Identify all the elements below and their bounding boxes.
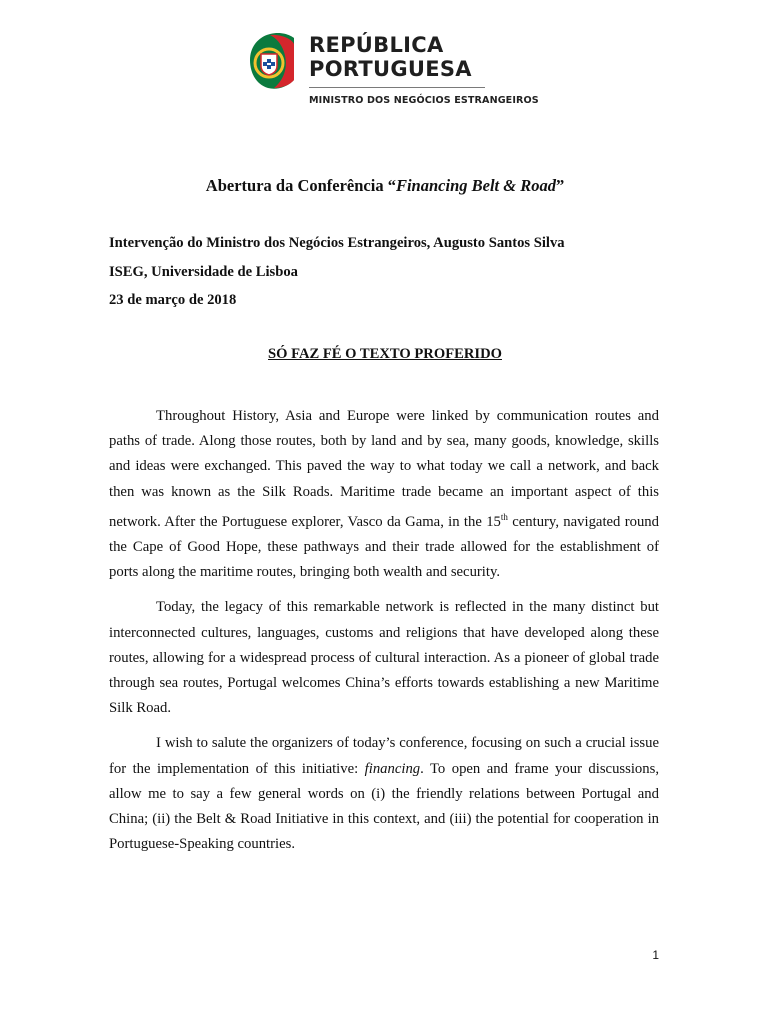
brand-line-portuguesa: PORTUGUESA bbox=[309, 57, 472, 81]
speaker-line: Intervenção do Ministro dos Negócios Estrangeiros, Augusto Santos Silva bbox=[109, 235, 565, 251]
title-suffix: ” bbox=[555, 176, 565, 195]
ministry-name: MINISTRO DOS NEGÓCIOS ESTRANGEIROS bbox=[309, 95, 539, 106]
speech-body bbox=[109, 404, 659, 867]
paragraph-3-part-b: . To open and frame your discussions, allow me to say a few general words on (i) the friendly relations between Portugal and China; (ii) the Belt & Road Initiative in this context, and (iii) the potential for cooperation in Portuguese-Speaking countries. bbox=[109, 760, 659, 853]
paragraph-3-part-a: I wish to salute the organizers of today’s conference, focusing on such a crucial issue for the implementation of this initiative: bbox=[109, 735, 659, 777]
venue-line: ISEG, Universidade de Lisboa bbox=[109, 264, 298, 280]
portuguese-coat-of-arms-icon bbox=[246, 30, 296, 92]
paragraph-3-emphasis: financing bbox=[364, 760, 421, 777]
document-title bbox=[0, 176, 770, 196]
title-conference-name: Financing Belt & Road bbox=[395, 176, 556, 195]
paragraph-1-part-a: Throughout History, Asia and Europe were linked by communication routes and paths of trade. Along those routes, both by land and by sea, many goods, knowledge, skills and ideas were exchanged. This paved the way to what today we call a network, and back then was known as the Silk Roads. Maritime trade became an important aspect of this network. After the Portuguese explorer, Vasco da Gama, in the 15 bbox=[109, 408, 659, 530]
paragraph-2: Today, the legacy of this remarkable network is reflected in the many distinct but interconnected cultures, languages, customs and religions that have developed along these routes, allowing for a widespread process of cultural interaction. As a pioneer of global trade through sea routes, Portugal welcomes China’s efforts towards establishing a new Maritime Silk Road. bbox=[109, 599, 659, 717]
brand-line-republica: REPÚBLICA bbox=[309, 33, 444, 57]
title-prefix: Abertura da Conferência “ bbox=[205, 176, 396, 195]
disclaimer-notice bbox=[0, 346, 770, 363]
page-number: 1 bbox=[652, 948, 659, 962]
letterhead bbox=[246, 30, 539, 112]
paragraph-1 bbox=[109, 404, 659, 585]
paragraph-3 bbox=[109, 731, 659, 857]
letterhead-divider bbox=[309, 87, 485, 88]
date-line: 23 de março de 2018 bbox=[109, 292, 237, 308]
ordinal-suffix: th bbox=[500, 511, 508, 522]
disclaimer-text: SÓ FAZ FÉ O TEXTO PROFERIDO bbox=[268, 346, 502, 362]
paragraph-1-part-b: century, navigated round the Cape of Good Hope, these pathways and their trade allowed for the establishment of ports along the maritime routes, bringing both wealth and security. bbox=[109, 513, 659, 581]
